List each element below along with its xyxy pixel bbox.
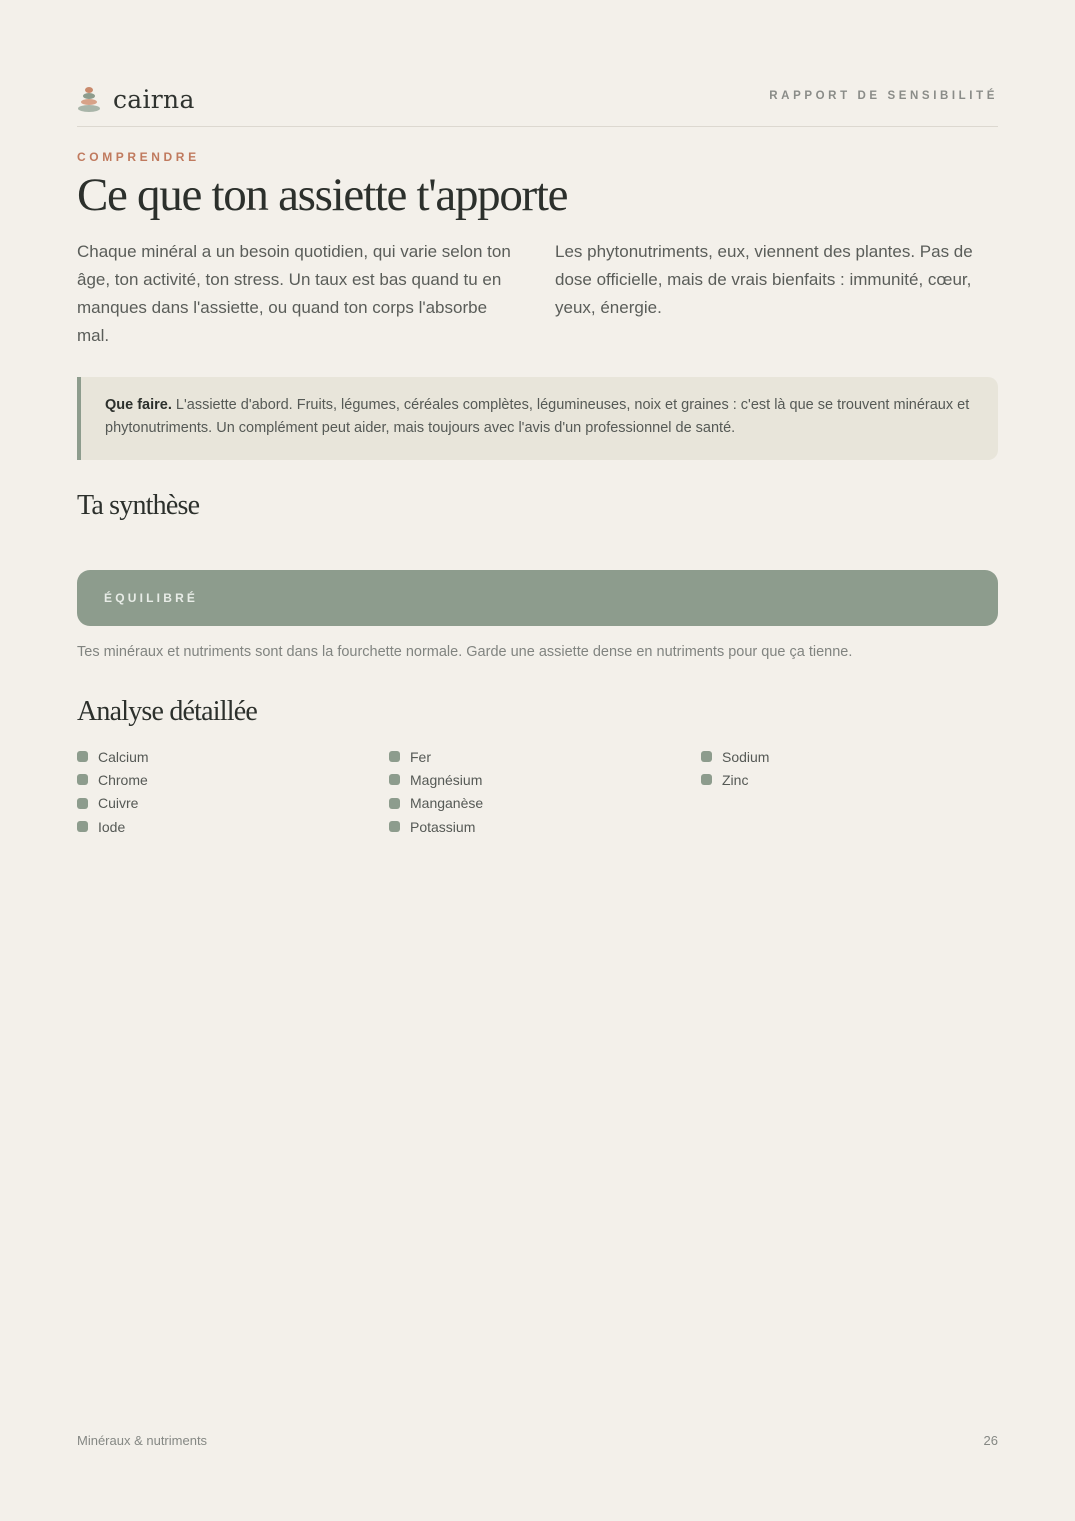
status-dot-icon — [77, 798, 88, 809]
list-item — [701, 768, 998, 791]
status-dot-icon — [389, 821, 400, 832]
status-banner — [77, 570, 998, 626]
nutrient-name: Calcium — [98, 748, 149, 765]
nutrient-name: Sodium — [722, 748, 770, 765]
nutrient-name: Zinc — [722, 771, 749, 788]
synthese-heading: Ta synthèse — [77, 490, 200, 521]
list-item — [77, 768, 389, 791]
callout-lead: Que faire. — [105, 397, 172, 413]
list-item — [389, 745, 701, 768]
status-dot-icon — [77, 821, 88, 832]
nutrient-name: Magnésium — [410, 771, 483, 788]
synthese-summary: Tes minéraux et nutriments sont dans la fourchette normale. Garde une assiette dense en nutriments pour que ça tienne. — [77, 644, 853, 660]
status-dot-icon — [77, 774, 88, 785]
status-dot-icon — [389, 774, 400, 785]
nutrient-column — [701, 745, 998, 838]
footer-section-name: Minéraux & nutriments — [77, 1433, 208, 1448]
list-item — [389, 768, 701, 791]
brand-name: cairna — [113, 84, 195, 114]
status-dot-icon — [389, 798, 400, 809]
list-item — [77, 792, 389, 815]
page-header — [77, 84, 998, 127]
page-number: 26 — [983, 1433, 998, 1448]
brand — [77, 84, 195, 114]
nutrient-column — [389, 745, 701, 838]
list-item — [701, 745, 998, 768]
list-item — [77, 815, 389, 838]
nutrient-name: Fer — [410, 748, 431, 765]
list-item — [389, 815, 701, 838]
list-item — [77, 745, 389, 768]
callout-text: L'assiette d'abord. Fruits, légumes, céréales complètes, légumineuses, noix et graines : c'est là que se trouvent minéraux et phytonutriments. Un complément peut aider, mais toujours avec l'avis d'un professionnel de santé. — [105, 397, 970, 436]
report-page — [77, 0, 998, 1521]
status-dot-icon — [701, 751, 712, 762]
page-title: Ce que ton assiette t'apporte — [77, 169, 568, 221]
advice-callout — [77, 377, 998, 460]
intro-paragraph-minerals: Chaque minéral a un besoin quotidien, qui varie selon ton âge, ton activité, ton stress. Un taux est bas quand tu en manques dans l'assiette, ou quand ton corps l'absorbe mal. — [77, 242, 511, 345]
status-dot-icon — [77, 751, 88, 762]
section-eyebrow: COMPRENDRE — [77, 150, 200, 164]
report-type-label: RAPPORT DE SENSIBILITÉ — [769, 90, 998, 102]
status-dot-icon — [389, 751, 400, 762]
nutrient-list — [77, 745, 998, 838]
analyse-heading: Analyse détaillée — [77, 696, 257, 727]
nutrient-name: Potassium — [410, 818, 476, 835]
intro-paragraph-phytonutrients: Les phytonutriments, eux, viennent des plantes. Pas de dose officielle, mais de vrais bienfaits : immunité, cœur, yeux, énergie. — [555, 242, 973, 317]
nutrient-name: Chrome — [98, 771, 148, 788]
nutrient-column — [77, 745, 389, 838]
status-label: ÉQUILIBRÉ — [104, 591, 199, 605]
nutrient-name: Manganèse — [410, 795, 484, 812]
nutrient-name: Cuivre — [98, 795, 139, 812]
nutrient-name: Iode — [98, 818, 126, 835]
status-dot-icon — [701, 774, 712, 785]
cairn-stones-icon — [77, 85, 101, 113]
list-item — [389, 792, 701, 815]
